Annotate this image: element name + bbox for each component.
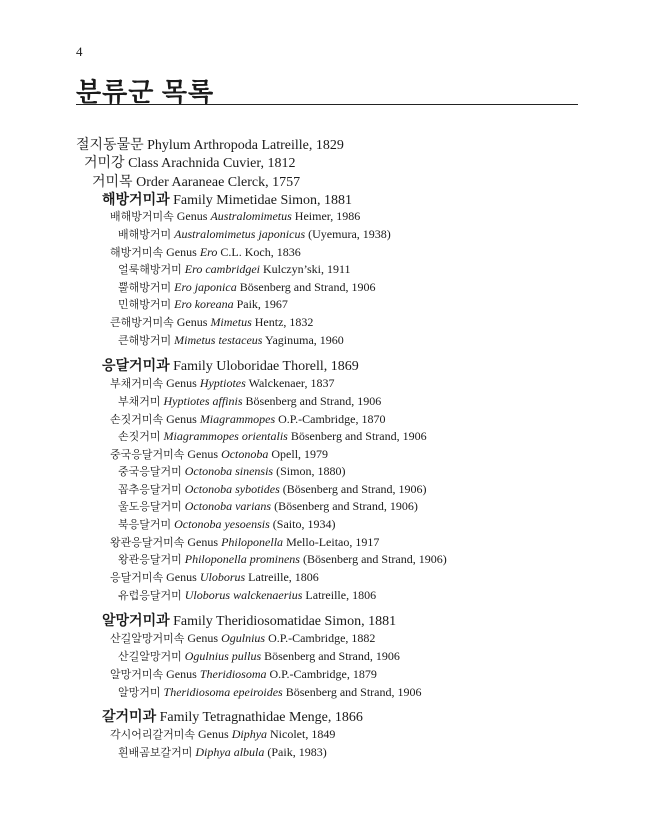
page-number: 4 <box>76 44 83 59</box>
scientific-name: Australomimetus <box>210 209 292 223</box>
taxon-rank-label: Genus <box>198 727 232 741</box>
taxon-rank-label: Genus <box>176 315 211 329</box>
korean-name: 알망거미과 <box>102 613 170 629</box>
taxon-rank-label: Order Aaraneae Clerck, 1757 <box>136 175 301 190</box>
taxon-entry-level-3 <box>102 614 396 629</box>
taxon-entry-level-2 <box>92 175 300 190</box>
author-citation: Bösenberg and Strand, 1906 <box>242 394 382 408</box>
korean-name: 해방거미속 <box>110 246 164 259</box>
taxon-entry-level-3 <box>102 193 352 208</box>
korean-name: 산길알망거미속 <box>110 632 185 645</box>
korean-name: 갈거미과 <box>102 709 157 725</box>
scientific-name: Theridiosoma <box>199 667 267 681</box>
author-citation: Walckenaer, 1837 <box>245 376 335 390</box>
korean-name: 왕관응달거미속 <box>110 536 185 549</box>
taxon-entry-level-4 <box>110 413 385 425</box>
taxon-entry-level-5 <box>118 589 376 601</box>
taxon-rank-label: Genus <box>187 631 222 645</box>
taxon-rank-label: Family Theridiosomatidae Simon, 1881 <box>173 614 397 629</box>
author-citation: O.P.-Cambridge, 1879 <box>266 667 377 681</box>
taxon-entry-level-5 <box>118 518 335 530</box>
korean-name: 각시어리갈거미속 <box>110 728 196 741</box>
author-citation: Bösenberg and Strand, 1906 <box>287 429 427 443</box>
korean-name: 중국응달거미속 <box>110 448 185 461</box>
taxon-entry-level-4 <box>110 632 375 644</box>
korean-name: 얼룩해방거미 <box>118 263 182 276</box>
korean-name: 배해방거미 <box>118 228 172 241</box>
taxon-entry-level-5 <box>118 500 418 512</box>
korean-name: 유럽응달거미 <box>118 589 182 602</box>
korean-name: 알망거미속 <box>110 668 164 681</box>
scientific-name: Miagrammopes <box>199 412 276 426</box>
scientific-name: Uloborus <box>199 570 246 584</box>
taxon-rank-label: Genus <box>187 535 222 549</box>
author-citation: Bösenberg and Strand, 1906 <box>236 280 376 294</box>
taxon-entry-level-3 <box>102 359 359 374</box>
author-citation: (Simon, 1880) <box>273 464 346 478</box>
author-citation: Nicolet, 1849 <box>267 727 336 741</box>
scientific-name: Philoponella prominens <box>184 552 300 566</box>
taxon-rank-label: Genus <box>176 209 211 223</box>
korean-name: 손짓거미 <box>118 430 161 443</box>
taxon-rank-label: Family Mimetidae Simon, 1881 <box>173 193 353 208</box>
taxon-entry-level-4 <box>110 316 313 328</box>
korean-name: 큰해방거미 <box>118 334 172 347</box>
taxon-entry-level-5 <box>118 553 447 565</box>
author-citation: Opell, 1979 <box>268 447 329 461</box>
korean-name: 부채거미 <box>118 395 161 408</box>
taxon-entry-level-4 <box>110 448 328 460</box>
taxon-entry-level-5 <box>118 395 381 407</box>
taxon-entry-level-4 <box>110 728 335 740</box>
scientific-name: Mimetus testaceus <box>174 333 263 347</box>
taxon-entry-level-5 <box>118 465 345 477</box>
scientific-name: Australomimetus japonicus <box>174 227 306 241</box>
author-citation: (Bösenberg and Strand, 1906) <box>299 552 447 566</box>
taxon-entry-level-4 <box>110 377 334 389</box>
scientific-name: Octonoba varians <box>184 499 272 513</box>
author-citation: Latreille, 1806 <box>245 570 319 584</box>
taxon-rank-label: Genus <box>166 376 200 390</box>
author-citation: Latreille, 1806 <box>302 588 377 602</box>
author-citation: Mello-Leitao, 1917 <box>283 535 380 549</box>
korean-name: 흰배곰보갈거미 <box>118 746 193 759</box>
korean-name: 해방거미과 <box>102 192 170 208</box>
korean-name: 산길알망거미 <box>118 650 182 663</box>
author-citation: Kulczyn’ski, 1911 <box>259 262 351 276</box>
korean-name: 왕관응달거미 <box>118 553 182 566</box>
page-title: 분류군 목록 <box>76 78 215 107</box>
taxon-entry-level-4 <box>110 210 360 222</box>
korean-name: 중국응달거미 <box>118 465 182 478</box>
author-citation: (Uyemura, 1938) <box>305 227 391 241</box>
korean-name: 응달거미속 <box>110 571 164 584</box>
scientific-name: Ero cambridgei <box>184 262 260 276</box>
author-citation: Bösenberg and Strand, 1906 <box>261 649 400 663</box>
korean-name: 큰해방거미속 <box>110 316 174 329</box>
taxon-rank-label: Genus <box>166 245 200 259</box>
taxon-entry-level-4 <box>110 536 379 548</box>
author-citation: Hentz, 1832 <box>251 315 314 329</box>
scientific-name: Theridiosoma epeiroides <box>163 685 283 699</box>
taxon-entry-level-4 <box>110 571 319 583</box>
taxon-rank-label: Genus <box>187 447 222 461</box>
taxon-entry-level-5 <box>118 281 375 293</box>
korean-name: 알망거미 <box>118 686 161 699</box>
taxon-entry-level-5 <box>118 263 351 275</box>
korean-name: 손짓거미속 <box>110 413 164 426</box>
korean-name: 울도응달거미 <box>118 500 182 513</box>
taxon-rank-label: Family Tetragnathidae Menge, 1866 <box>159 710 363 725</box>
author-citation: Bösenberg and Strand, 1906 <box>282 685 422 699</box>
taxon-entry-level-5 <box>118 430 427 442</box>
author-citation: (Bösenberg and Strand, 1906) <box>279 482 427 496</box>
taxon-rank-label: Genus <box>166 570 200 584</box>
scientific-name: Octonoba sybotides <box>184 482 280 496</box>
taxon-rank-label: Family Uloboridae Thorell, 1869 <box>173 359 359 374</box>
scientific-name: Ero japonica <box>174 280 237 294</box>
author-citation: Paik, 1967 <box>233 297 288 311</box>
korean-name: 부채거미속 <box>110 377 164 390</box>
korean-name: 배해방거미속 <box>110 210 174 223</box>
scientific-name: Octonoba <box>221 447 269 461</box>
taxon-rank-label: Genus <box>166 412 200 426</box>
taxon-rank-label: Genus <box>166 667 200 681</box>
taxon-entry-level-5 <box>118 228 391 240</box>
scientific-name: Ero <box>199 245 218 259</box>
korean-name: 거미목 <box>92 174 133 190</box>
korean-name: 뿔해방거미 <box>118 281 172 294</box>
taxon-entry-level-5 <box>118 298 288 310</box>
taxon-entry-level-5 <box>118 686 422 698</box>
korean-name: 민해방거미 <box>118 298 172 311</box>
scientific-name: Diphya albula <box>195 745 265 759</box>
taxon-entry-level-4 <box>110 246 301 258</box>
korean-name: 북응달거미 <box>118 518 172 531</box>
author-citation: (Saito, 1934) <box>269 517 336 531</box>
scientific-name: Uloborus walckenaerius <box>184 588 303 602</box>
author-citation: (Paik, 1983) <box>264 745 327 759</box>
author-citation: C.L. Koch, 1836 <box>217 245 301 259</box>
scientific-name: Octonoba yesoensis <box>174 517 270 531</box>
author-citation: O.P.-Cambridge, 1870 <box>275 412 386 426</box>
taxon-entry-level-0 <box>76 138 344 153</box>
korean-name: 꼽추응달거미 <box>118 483 182 496</box>
author-citation: (Bösenberg and Strand, 1906) <box>271 499 418 513</box>
taxon-entry-level-5 <box>118 334 344 346</box>
author-citation: Yaginuma, 1960 <box>262 333 344 347</box>
taxon-entry-level-5 <box>118 483 427 495</box>
korean-name: 절지동물문 <box>76 137 144 153</box>
scientific-name: Ogulnius <box>221 631 266 645</box>
scientific-name: Hyptiotes <box>199 376 246 390</box>
taxon-rank-label: Class Arachnida Cuvier, 1812 <box>128 156 296 171</box>
taxon-entry-level-1 <box>84 156 296 171</box>
taxon-rank-label: Phylum Arthropoda Latreille, 1829 <box>147 138 344 153</box>
scientific-name: Ero koreana <box>174 297 234 311</box>
scientific-name: Diphya <box>231 727 268 741</box>
taxon-entry-level-3 <box>102 710 363 725</box>
scientific-name: Ogulnius pullus <box>184 649 262 663</box>
korean-name: 거미강 <box>84 155 125 171</box>
taxon-entry-level-5 <box>118 650 400 662</box>
author-citation: O.P.-Cambridge, 1882 <box>265 631 376 645</box>
taxon-entry-level-4 <box>110 668 377 680</box>
scientific-name: Hyptiotes affinis <box>163 394 243 408</box>
taxon-entry-level-5 <box>118 746 327 758</box>
korean-name: 응달거미과 <box>102 358 170 374</box>
scientific-name: Mimetus <box>210 315 252 329</box>
author-citation: Heimer, 1986 <box>291 209 361 223</box>
scientific-name: Miagrammopes orientalis <box>163 429 288 443</box>
scientific-name: Octonoba sinensis <box>184 464 274 478</box>
scientific-name: Philoponella <box>221 535 284 549</box>
